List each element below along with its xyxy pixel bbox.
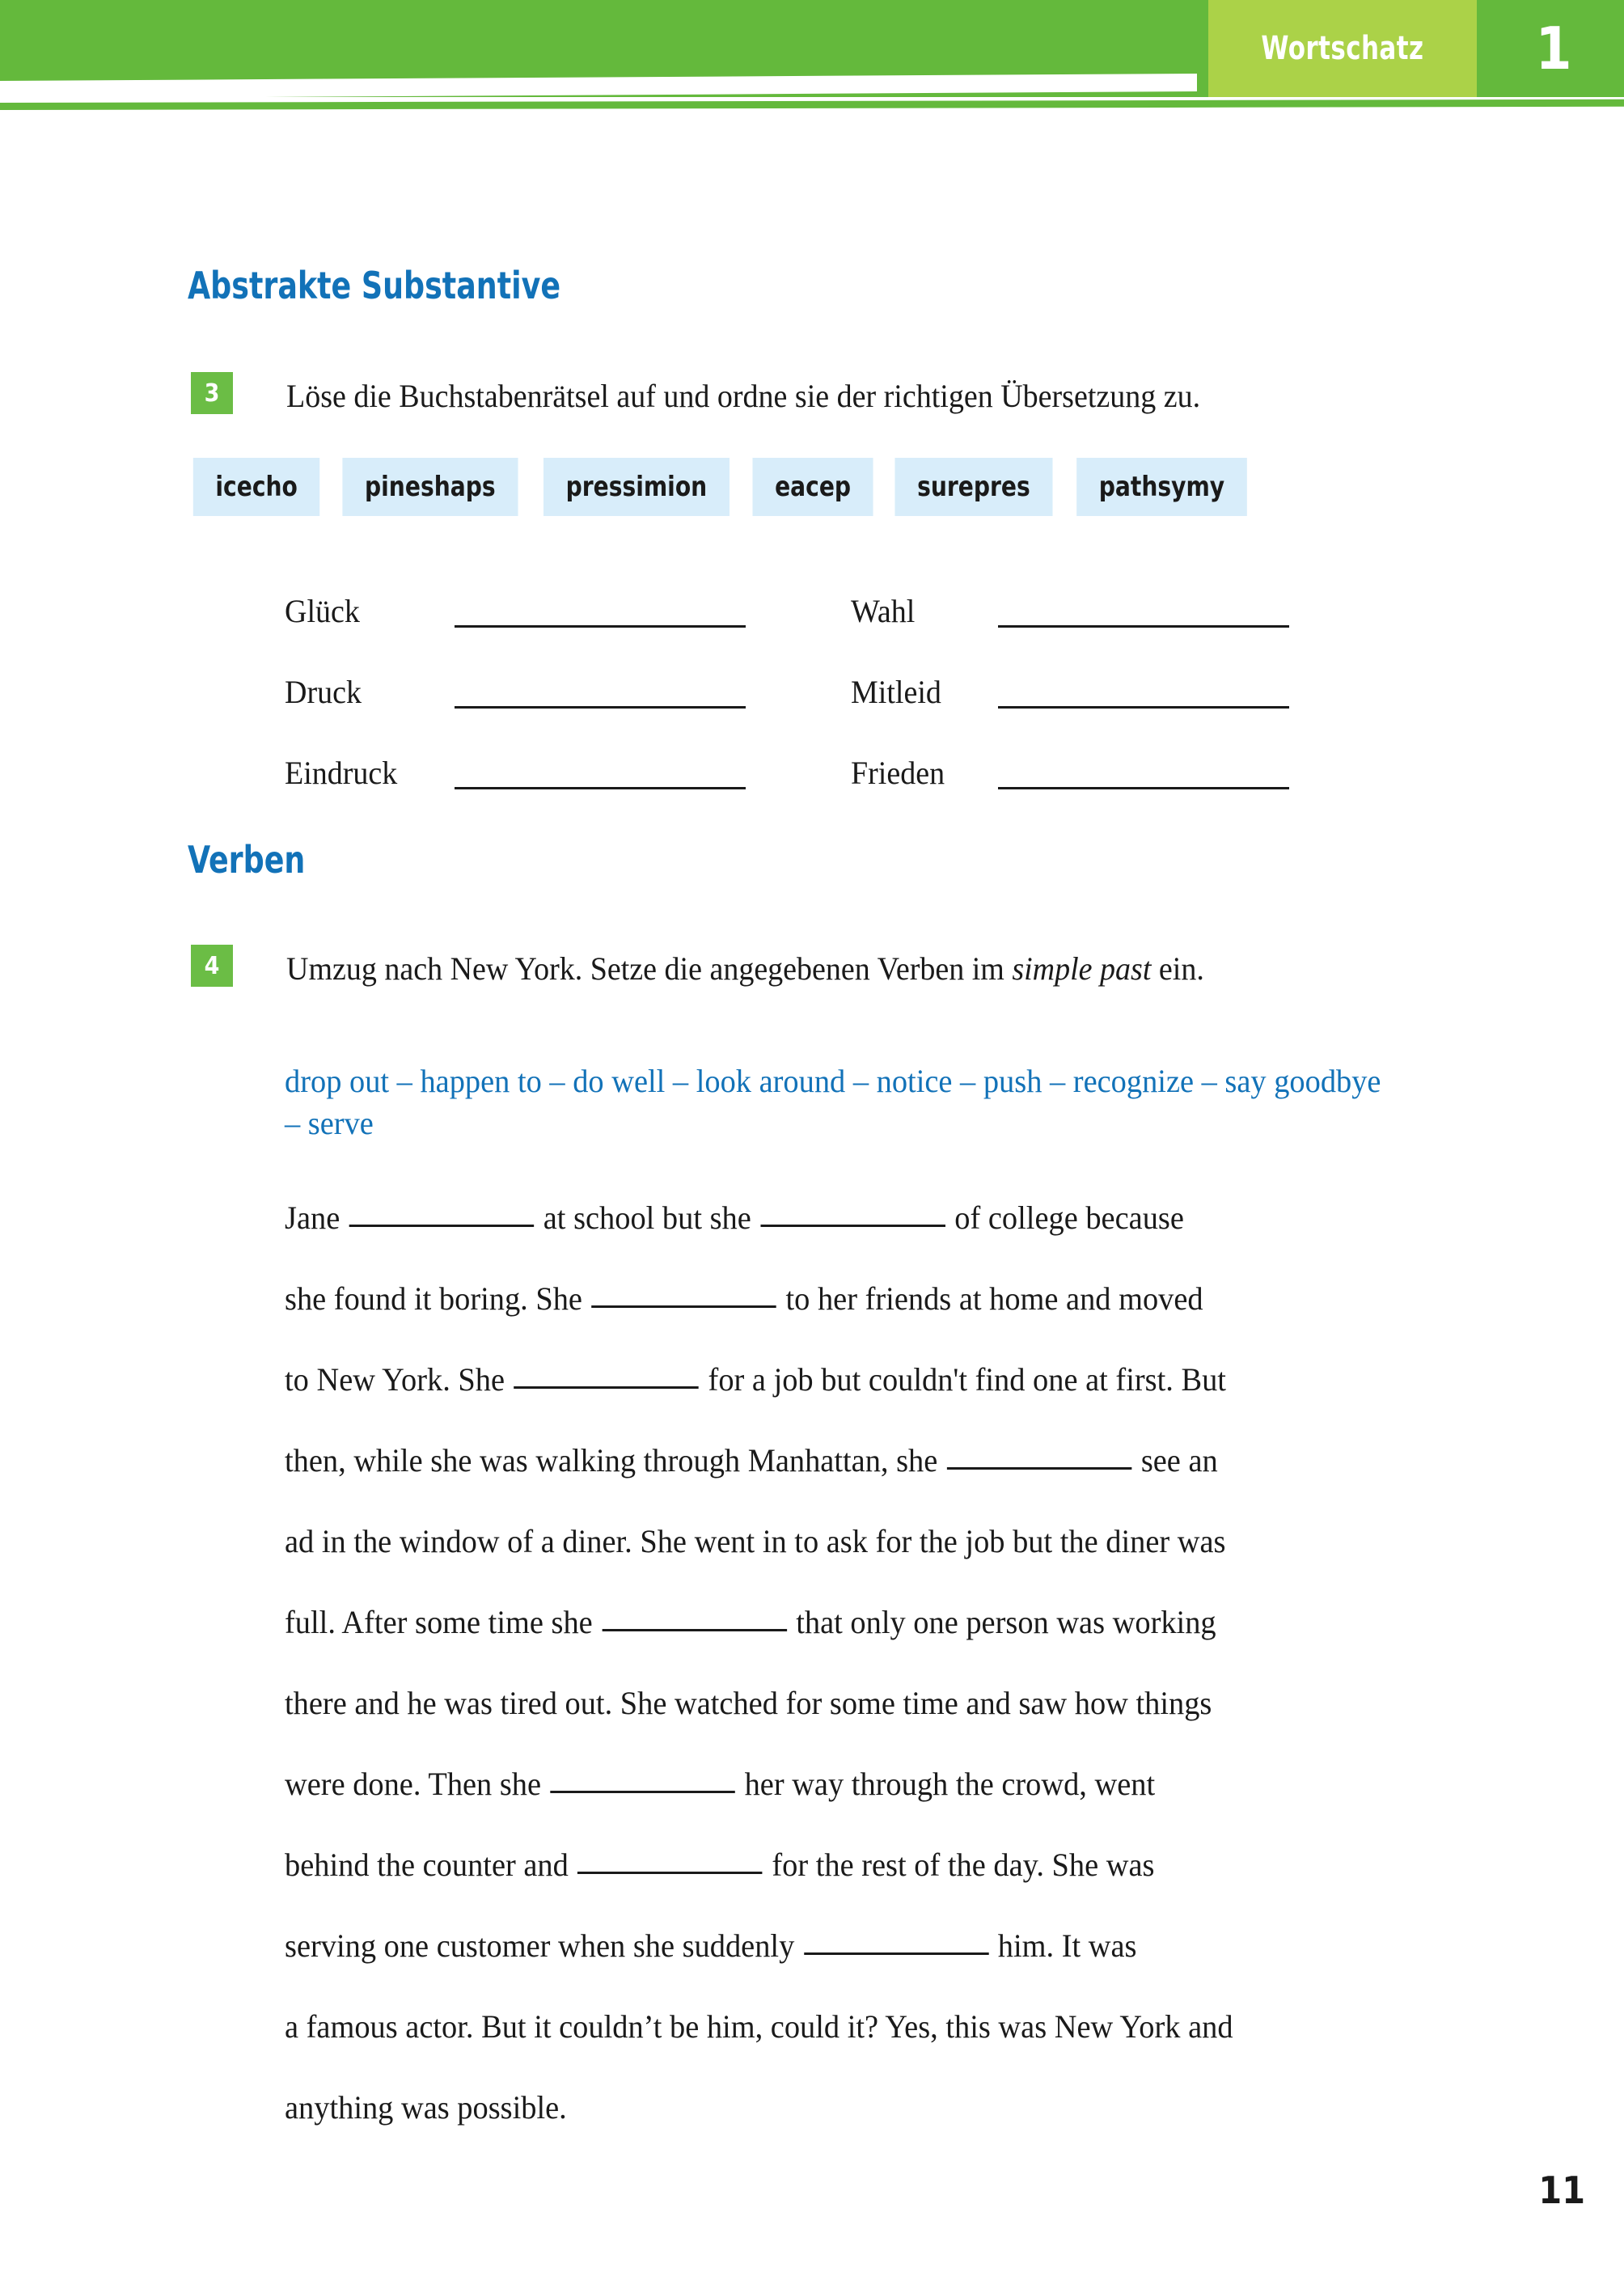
- passage-line: [285, 1178, 1402, 1259]
- match-answer-line[interactable]: [998, 698, 1289, 709]
- anagram-box-list: [188, 458, 1433, 516]
- passage-line: [285, 1420, 1402, 1501]
- exercise-4-instruction-before: Umzug nach New York. Setze die angegebenen Verben im: [286, 950, 1013, 987]
- passage-text: she found it boring. She: [285, 1280, 590, 1317]
- page-header: [0, 0, 1624, 99]
- match-answer-line[interactable]: [455, 779, 746, 789]
- anagram-box[interactable]: surepres: [894, 458, 1052, 516]
- passage-line: [285, 1986, 1402, 2067]
- match-word-label: Frieden: [851, 755, 945, 791]
- match-answer-line[interactable]: [455, 698, 746, 709]
- passage-text: for a job but couldn't find one at first. But: [700, 1361, 1226, 1398]
- verb-word-bank: drop out – happen to – do well – look around – notice – push – recognize – say goodbye – serve: [285, 1063, 1381, 1141]
- exercise-number-3: 3: [191, 372, 233, 414]
- gap-blank[interactable]: [551, 1791, 735, 1793]
- gap-blank[interactable]: [760, 1225, 945, 1227]
- passage-line: [285, 2067, 1402, 2148]
- match-word-label: Glück: [285, 593, 360, 629]
- match-cell-left: [285, 595, 851, 628]
- gap-blank[interactable]: [592, 1305, 776, 1308]
- match-answer-line[interactable]: [998, 617, 1289, 628]
- anagram-box[interactable]: pathsymy: [1076, 458, 1247, 516]
- match-row: [285, 547, 1417, 628]
- match-word-label: Druck: [285, 674, 362, 710]
- match-word-label: Wahl: [851, 593, 916, 629]
- passage-line: [285, 1259, 1402, 1339]
- match-answer-line[interactable]: [455, 617, 746, 628]
- gap-blank[interactable]: [514, 1386, 699, 1389]
- passage-line: [285, 1663, 1402, 1744]
- anagram-box[interactable]: pineshaps: [343, 458, 518, 516]
- passage-text: a famous actor. But it couldn’t be him, could it? Yes, this was New York and: [285, 2008, 1233, 2045]
- gap-blank[interactable]: [349, 1225, 534, 1227]
- gap-blank[interactable]: [577, 1872, 762, 1874]
- passage-text: anything was possible.: [285, 2089, 567, 2126]
- exercise-3-instruction: Löse die Buchstabenrätsel auf und ordne sie der richtigen Übersetzung zu.: [286, 378, 1201, 414]
- passage-line: [285, 1501, 1402, 1582]
- passage-line: [285, 1825, 1402, 1906]
- header-chapter-box: [1483, 0, 1624, 97]
- passage-text: that only one person was working: [788, 1604, 1216, 1640]
- match-cell-left: [285, 757, 851, 789]
- passage-text: serving one customer when she suddenly: [285, 1927, 802, 1964]
- exercise-4-instruction-italic: simple past: [1012, 950, 1152, 987]
- section-heading-nouns: Abstrakte Substantive: [188, 264, 561, 307]
- gap-blank[interactable]: [804, 1952, 988, 1955]
- passage-text: see an: [1133, 1442, 1218, 1479]
- exercise-4-instruction-after: ein.: [1151, 950, 1204, 987]
- passage-text: there and he was tired out. She watched for some time and saw how things: [285, 1685, 1212, 1721]
- header-chapter-number: 1: [1535, 15, 1572, 82]
- match-cell-right: [851, 595, 1417, 628]
- passage-text: behind the counter and: [285, 1847, 577, 1883]
- exercise-4-instruction: [286, 950, 1204, 988]
- page-body: [0, 110, 1624, 2293]
- anagram-box[interactable]: eacep: [752, 458, 873, 516]
- passage-line: [285, 1582, 1402, 1663]
- page-number: 11: [1538, 2168, 1585, 2212]
- passage-text: Jane: [285, 1199, 348, 1236]
- match-word-label: Mitleid: [851, 674, 941, 710]
- passage-text: to New York. She: [285, 1361, 513, 1398]
- passage-text: ad in the window of a diner. She went in to ask for the job but the diner was: [285, 1523, 1226, 1559]
- match-cell-left: [285, 676, 851, 709]
- match-row: [285, 709, 1417, 789]
- passage-text: of college because: [946, 1199, 1184, 1236]
- section-heading-verbs: Verben: [188, 838, 306, 882]
- passage-line: [285, 1906, 1402, 1986]
- passage-text: full. After some time she: [285, 1604, 601, 1640]
- header-bottom-rule: [0, 99, 1624, 110]
- passage-line: [285, 1339, 1402, 1420]
- passage-text: him. It was: [990, 1927, 1137, 1964]
- match-word-label: Eindruck: [285, 755, 398, 791]
- anagram-box[interactable]: pressimion: [543, 458, 730, 516]
- header-section-tab-label: Wortschatz: [1261, 30, 1424, 67]
- header-section-tab: [1208, 0, 1477, 97]
- passage-text: were done. Then she: [285, 1766, 549, 1802]
- exercise-number-4: 4: [191, 945, 233, 987]
- passage-text: at school but she: [535, 1199, 759, 1236]
- passage-line: [285, 1744, 1402, 1825]
- passage-text: her way through the crowd, went: [736, 1766, 1156, 1802]
- passage-text: for the rest of the day. She was: [763, 1847, 1155, 1883]
- anagram-box[interactable]: icecho: [193, 458, 320, 516]
- gap-blank[interactable]: [602, 1629, 786, 1631]
- gap-fill-passage: [285, 1178, 1402, 2148]
- match-row: [285, 628, 1417, 709]
- passage-text: then, while she was walking through Manhattan, she: [285, 1442, 945, 1479]
- match-cell-right: [851, 676, 1417, 709]
- gap-blank[interactable]: [947, 1467, 1131, 1470]
- match-grid: [285, 547, 1417, 789]
- match-cell-right: [851, 757, 1417, 789]
- passage-text: to her friends at home and moved: [777, 1280, 1203, 1317]
- match-answer-line[interactable]: [998, 779, 1289, 789]
